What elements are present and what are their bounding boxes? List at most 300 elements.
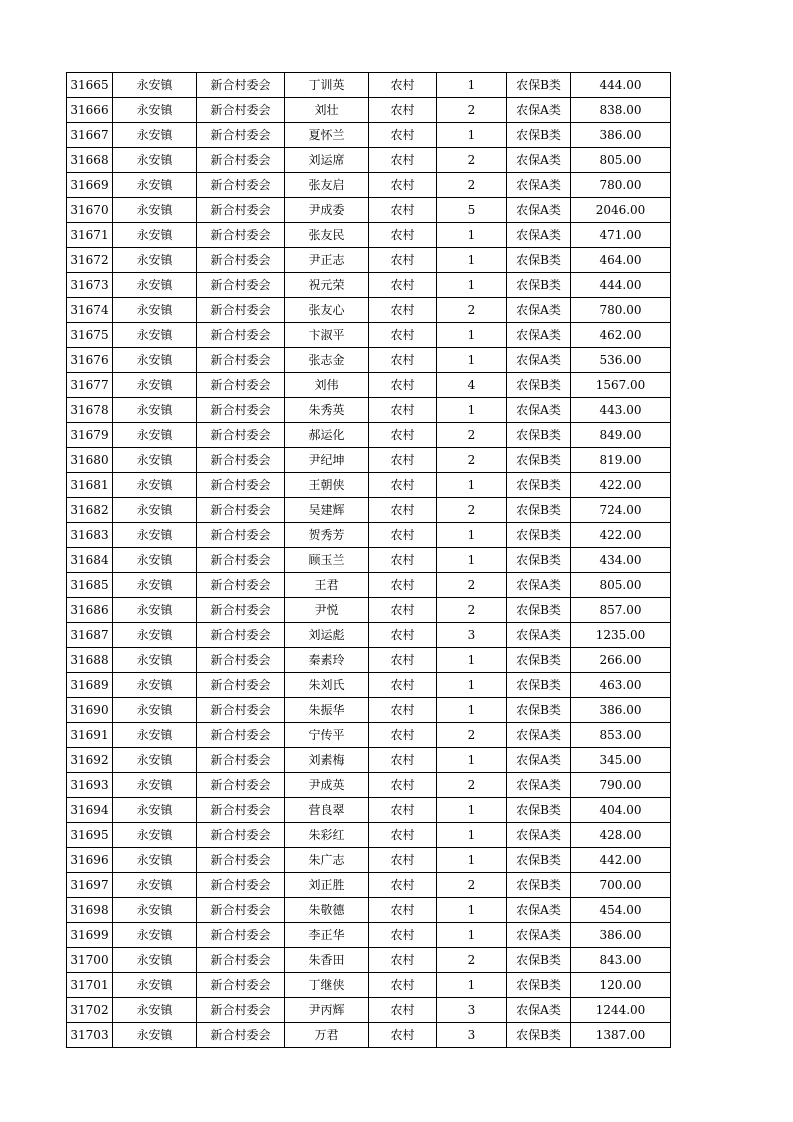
insurance-category-cell: 农保B类 <box>507 973 571 998</box>
insurance-category-cell: 农保A类 <box>507 323 571 348</box>
table-body <box>67 73 671 1048</box>
table-row <box>67 498 671 523</box>
village-committee-cell: 新合村委会 <box>197 448 285 473</box>
town-cell: 永安镇 <box>113 598 197 623</box>
town-cell: 永安镇 <box>113 473 197 498</box>
insurance-category-cell: 农保A类 <box>507 198 571 223</box>
insurance-category-cell: 农保B类 <box>507 948 571 973</box>
insurance-category-cell: 农保B类 <box>507 423 571 448</box>
insurance-category-cell: 农保B类 <box>507 673 571 698</box>
table-row <box>67 798 671 823</box>
area-type-cell: 农村 <box>369 423 437 448</box>
name-cell: 丁继侠 <box>285 973 369 998</box>
village-committee-cell: 新合村委会 <box>197 673 285 698</box>
name-cell: 万君 <box>285 1023 369 1048</box>
household-count-cell: 1 <box>437 823 507 848</box>
table-row <box>67 273 671 298</box>
amount-cell: 780.00 <box>571 298 671 323</box>
amount-cell: 700.00 <box>571 873 671 898</box>
village-committee-cell: 新合村委会 <box>197 423 285 448</box>
name-cell: 秦素玲 <box>285 648 369 673</box>
household-count-cell: 3 <box>437 1023 507 1048</box>
serial-number-cell: 31698 <box>67 898 113 923</box>
name-cell: 朱敬德 <box>285 898 369 923</box>
amount-cell: 471.00 <box>571 223 671 248</box>
village-committee-cell: 新合村委会 <box>197 98 285 123</box>
serial-number-cell: 31681 <box>67 473 113 498</box>
name-cell: 宁传平 <box>285 723 369 748</box>
table-row <box>67 848 671 873</box>
insurance-category-cell: 农保B类 <box>507 248 571 273</box>
name-cell: 刘伟 <box>285 373 369 398</box>
household-count-cell: 2 <box>437 98 507 123</box>
serial-number-cell: 31688 <box>67 648 113 673</box>
name-cell: 张志金 <box>285 348 369 373</box>
household-count-cell: 2 <box>437 598 507 623</box>
town-cell: 永安镇 <box>113 673 197 698</box>
table-row <box>67 298 671 323</box>
village-committee-cell: 新合村委会 <box>197 523 285 548</box>
table-row <box>67 198 671 223</box>
amount-cell: 386.00 <box>571 923 671 948</box>
name-cell: 朱香田 <box>285 948 369 973</box>
household-count-cell: 1 <box>437 323 507 348</box>
serial-number-cell: 31671 <box>67 223 113 248</box>
serial-number-cell: 31691 <box>67 723 113 748</box>
insurance-category-cell: 农保A类 <box>507 573 571 598</box>
village-committee-cell: 新合村委会 <box>197 348 285 373</box>
insurance-category-cell: 农保A类 <box>507 348 571 373</box>
household-count-cell: 2 <box>437 298 507 323</box>
village-committee-cell: 新合村委会 <box>197 948 285 973</box>
table-row <box>67 248 671 273</box>
table-row <box>67 898 671 923</box>
amount-cell: 805.00 <box>571 573 671 598</box>
town-cell: 永安镇 <box>113 848 197 873</box>
village-committee-cell: 新合村委会 <box>197 173 285 198</box>
area-type-cell: 农村 <box>369 373 437 398</box>
area-type-cell: 农村 <box>369 1023 437 1048</box>
town-cell: 永安镇 <box>113 898 197 923</box>
amount-cell: 819.00 <box>571 448 671 473</box>
town-cell: 永安镇 <box>113 573 197 598</box>
town-cell: 永安镇 <box>113 148 197 173</box>
amount-cell: 422.00 <box>571 523 671 548</box>
serial-number-cell: 31692 <box>67 748 113 773</box>
table-row <box>67 548 671 573</box>
name-cell: 郝运化 <box>285 423 369 448</box>
household-count-cell: 1 <box>437 898 507 923</box>
area-type-cell: 农村 <box>369 848 437 873</box>
data-table <box>66 72 671 1048</box>
table-row <box>67 123 671 148</box>
village-committee-cell: 新合村委会 <box>197 873 285 898</box>
town-cell: 永安镇 <box>113 998 197 1023</box>
area-type-cell: 农村 <box>369 73 437 98</box>
household-count-cell: 1 <box>437 748 507 773</box>
household-count-cell: 1 <box>437 923 507 948</box>
insurance-category-cell: 农保B类 <box>507 123 571 148</box>
table-row <box>67 173 671 198</box>
amount-cell: 790.00 <box>571 773 671 798</box>
name-cell: 刘运席 <box>285 148 369 173</box>
amount-cell: 463.00 <box>571 673 671 698</box>
town-cell: 永安镇 <box>113 198 197 223</box>
area-type-cell: 农村 <box>369 898 437 923</box>
town-cell: 永安镇 <box>113 1023 197 1048</box>
amount-cell: 444.00 <box>571 73 671 98</box>
village-committee-cell: 新合村委会 <box>197 223 285 248</box>
insurance-category-cell: 农保B类 <box>507 498 571 523</box>
village-committee-cell: 新合村委会 <box>197 373 285 398</box>
name-cell: 朱彩红 <box>285 823 369 848</box>
town-cell: 永安镇 <box>113 973 197 998</box>
amount-cell: 386.00 <box>571 123 671 148</box>
amount-cell: 434.00 <box>571 548 671 573</box>
table-row <box>67 573 671 598</box>
serial-number-cell: 31683 <box>67 523 113 548</box>
area-type-cell: 农村 <box>369 798 437 823</box>
name-cell: 贺秀芳 <box>285 523 369 548</box>
household-count-cell: 1 <box>437 273 507 298</box>
town-cell: 永安镇 <box>113 323 197 348</box>
town-cell: 永安镇 <box>113 723 197 748</box>
village-committee-cell: 新合村委会 <box>197 298 285 323</box>
area-type-cell: 农村 <box>369 473 437 498</box>
area-type-cell: 农村 <box>369 573 437 598</box>
serial-number-cell: 31702 <box>67 998 113 1023</box>
name-cell: 尹成委 <box>285 198 369 223</box>
area-type-cell: 农村 <box>369 223 437 248</box>
serial-number-cell: 31675 <box>67 323 113 348</box>
village-committee-cell: 新合村委会 <box>197 198 285 223</box>
serial-number-cell: 31682 <box>67 498 113 523</box>
name-cell: 尹丙辉 <box>285 998 369 1023</box>
amount-cell: 422.00 <box>571 473 671 498</box>
table-row <box>67 323 671 348</box>
town-cell: 永安镇 <box>113 648 197 673</box>
town-cell: 永安镇 <box>113 773 197 798</box>
village-committee-cell: 新合村委会 <box>197 273 285 298</box>
household-count-cell: 1 <box>437 973 507 998</box>
village-committee-cell: 新合村委会 <box>197 323 285 348</box>
household-count-cell: 1 <box>437 673 507 698</box>
village-committee-cell: 新合村委会 <box>197 623 285 648</box>
name-cell: 刘正胜 <box>285 873 369 898</box>
table-row <box>67 148 671 173</box>
area-type-cell: 农村 <box>369 948 437 973</box>
area-type-cell: 农村 <box>369 148 437 173</box>
town-cell: 永安镇 <box>113 423 197 448</box>
name-cell: 尹悦 <box>285 598 369 623</box>
amount-cell: 849.00 <box>571 423 671 448</box>
household-count-cell: 1 <box>437 398 507 423</box>
name-cell: 尹成英 <box>285 773 369 798</box>
table-row <box>67 998 671 1023</box>
name-cell: 祝元荣 <box>285 273 369 298</box>
household-count-cell: 2 <box>437 773 507 798</box>
serial-number-cell: 31693 <box>67 773 113 798</box>
serial-number-cell: 31689 <box>67 673 113 698</box>
name-cell: 卞淑平 <box>285 323 369 348</box>
town-cell: 永安镇 <box>113 798 197 823</box>
table-row <box>67 948 671 973</box>
table-row <box>67 473 671 498</box>
serial-number-cell: 31676 <box>67 348 113 373</box>
amount-cell: 536.00 <box>571 348 671 373</box>
household-count-cell: 2 <box>437 148 507 173</box>
serial-number-cell: 31669 <box>67 173 113 198</box>
amount-cell: 805.00 <box>571 148 671 173</box>
amount-cell: 386.00 <box>571 698 671 723</box>
serial-number-cell: 31668 <box>67 148 113 173</box>
name-cell: 尹纪坤 <box>285 448 369 473</box>
area-type-cell: 农村 <box>369 973 437 998</box>
town-cell: 永安镇 <box>113 98 197 123</box>
town-cell: 永安镇 <box>113 123 197 148</box>
name-cell: 夏怀兰 <box>285 123 369 148</box>
insurance-category-cell: 农保B类 <box>507 448 571 473</box>
serial-number-cell: 31666 <box>67 98 113 123</box>
area-type-cell: 农村 <box>369 348 437 373</box>
name-cell: 刘素梅 <box>285 748 369 773</box>
village-committee-cell: 新合村委会 <box>197 798 285 823</box>
village-committee-cell: 新合村委会 <box>197 748 285 773</box>
village-committee-cell: 新合村委会 <box>197 248 285 273</box>
name-cell: 朱广志 <box>285 848 369 873</box>
town-cell: 永安镇 <box>113 823 197 848</box>
town-cell: 永安镇 <box>113 73 197 98</box>
insurance-category-cell: 农保A类 <box>507 398 571 423</box>
area-type-cell: 农村 <box>369 248 437 273</box>
insurance-category-cell: 农保A类 <box>507 98 571 123</box>
insurance-category-cell: 农保B类 <box>507 1023 571 1048</box>
area-type-cell: 农村 <box>369 698 437 723</box>
table-row <box>67 448 671 473</box>
name-cell: 刘运彪 <box>285 623 369 648</box>
name-cell: 李正华 <box>285 923 369 948</box>
serial-number-cell: 31684 <box>67 548 113 573</box>
household-count-cell: 3 <box>437 623 507 648</box>
table-row <box>67 73 671 98</box>
household-count-cell: 2 <box>437 948 507 973</box>
area-type-cell: 农村 <box>369 598 437 623</box>
town-cell: 永安镇 <box>113 373 197 398</box>
town-cell: 永安镇 <box>113 523 197 548</box>
amount-cell: 464.00 <box>571 248 671 273</box>
household-count-cell: 3 <box>437 998 507 1023</box>
household-count-cell: 1 <box>437 523 507 548</box>
amount-cell: 266.00 <box>571 648 671 673</box>
household-count-cell: 2 <box>437 723 507 748</box>
amount-cell: 780.00 <box>571 173 671 198</box>
household-count-cell: 1 <box>437 73 507 98</box>
village-committee-cell: 新合村委会 <box>197 598 285 623</box>
table-row <box>67 773 671 798</box>
amount-cell: 1244.00 <box>571 998 671 1023</box>
household-count-cell: 2 <box>437 573 507 598</box>
serial-number-cell: 31690 <box>67 698 113 723</box>
area-type-cell: 农村 <box>369 498 437 523</box>
insurance-category-cell: 农保A类 <box>507 898 571 923</box>
village-committee-cell: 新合村委会 <box>197 1023 285 1048</box>
household-count-cell: 1 <box>437 798 507 823</box>
household-count-cell: 2 <box>437 423 507 448</box>
amount-cell: 853.00 <box>571 723 671 748</box>
serial-number-cell: 31700 <box>67 948 113 973</box>
household-count-cell: 2 <box>437 448 507 473</box>
area-type-cell: 农村 <box>369 998 437 1023</box>
insurance-category-cell: 农保B类 <box>507 523 571 548</box>
table-row <box>67 373 671 398</box>
town-cell: 永安镇 <box>113 298 197 323</box>
name-cell: 王朝侠 <box>285 473 369 498</box>
village-committee-cell: 新合村委会 <box>197 923 285 948</box>
village-committee-cell: 新合村委会 <box>197 848 285 873</box>
table-row <box>67 973 671 998</box>
name-cell: 朱刘氏 <box>285 673 369 698</box>
household-count-cell: 1 <box>437 473 507 498</box>
serial-number-cell: 31673 <box>67 273 113 298</box>
area-type-cell: 农村 <box>369 123 437 148</box>
serial-number-cell: 31677 <box>67 373 113 398</box>
name-cell: 顾玉兰 <box>285 548 369 573</box>
village-committee-cell: 新合村委会 <box>197 498 285 523</box>
town-cell: 永安镇 <box>113 498 197 523</box>
table-row <box>67 873 671 898</box>
insurance-category-cell: 农保A类 <box>507 173 571 198</box>
name-cell: 营良翠 <box>285 798 369 823</box>
village-committee-cell: 新合村委会 <box>197 898 285 923</box>
insurance-category-cell: 农保B类 <box>507 848 571 873</box>
serial-number-cell: 31674 <box>67 298 113 323</box>
area-type-cell: 农村 <box>369 173 437 198</box>
insurance-category-cell: 农保A类 <box>507 148 571 173</box>
table-row <box>67 523 671 548</box>
area-type-cell: 农村 <box>369 273 437 298</box>
household-count-cell: 5 <box>437 198 507 223</box>
village-committee-cell: 新合村委会 <box>197 148 285 173</box>
town-cell: 永安镇 <box>113 173 197 198</box>
amount-cell: 444.00 <box>571 273 671 298</box>
table-row <box>67 398 671 423</box>
insurance-category-cell: 农保B类 <box>507 473 571 498</box>
town-cell: 永安镇 <box>113 273 197 298</box>
table-row <box>67 748 671 773</box>
table-row <box>67 598 671 623</box>
area-type-cell: 农村 <box>369 748 437 773</box>
household-count-cell: 2 <box>437 873 507 898</box>
area-type-cell: 农村 <box>369 873 437 898</box>
village-committee-cell: 新合村委会 <box>197 973 285 998</box>
amount-cell: 442.00 <box>571 848 671 873</box>
serial-number-cell: 31699 <box>67 923 113 948</box>
serial-number-cell: 31672 <box>67 248 113 273</box>
insurance-category-cell: 农保A类 <box>507 923 571 948</box>
area-type-cell: 农村 <box>369 323 437 348</box>
amount-cell: 1387.00 <box>571 1023 671 1048</box>
village-committee-cell: 新合村委会 <box>197 123 285 148</box>
village-committee-cell: 新合村委会 <box>197 548 285 573</box>
amount-cell: 1567.00 <box>571 373 671 398</box>
area-type-cell: 农村 <box>369 98 437 123</box>
area-type-cell: 农村 <box>369 398 437 423</box>
serial-number-cell: 31701 <box>67 973 113 998</box>
table-row <box>67 723 671 748</box>
town-cell: 永安镇 <box>113 348 197 373</box>
area-type-cell: 农村 <box>369 298 437 323</box>
name-cell: 刘壮 <box>285 98 369 123</box>
village-committee-cell: 新合村委会 <box>197 73 285 98</box>
household-count-cell: 1 <box>437 248 507 273</box>
serial-number-cell: 31670 <box>67 198 113 223</box>
insurance-category-cell: 农保A类 <box>507 823 571 848</box>
insurance-category-cell: 农保B类 <box>507 798 571 823</box>
table-row <box>67 648 671 673</box>
insurance-category-cell: 农保B类 <box>507 598 571 623</box>
amount-cell: 843.00 <box>571 948 671 973</box>
village-committee-cell: 新合村委会 <box>197 698 285 723</box>
insurance-category-cell: 农保A类 <box>507 998 571 1023</box>
serial-number-cell: 31695 <box>67 823 113 848</box>
area-type-cell: 农村 <box>369 523 437 548</box>
household-count-cell: 4 <box>437 373 507 398</box>
household-count-cell: 2 <box>437 498 507 523</box>
insurance-category-cell: 农保B类 <box>507 73 571 98</box>
name-cell: 朱秀英 <box>285 398 369 423</box>
household-count-cell: 1 <box>437 548 507 573</box>
town-cell: 永安镇 <box>113 923 197 948</box>
area-type-cell: 农村 <box>369 198 437 223</box>
name-cell: 张友启 <box>285 173 369 198</box>
area-type-cell: 农村 <box>369 923 437 948</box>
amount-cell: 2046.00 <box>571 198 671 223</box>
serial-number-cell: 31680 <box>67 448 113 473</box>
table-row <box>67 623 671 648</box>
town-cell: 永安镇 <box>113 873 197 898</box>
area-type-cell: 农村 <box>369 648 437 673</box>
serial-number-cell: 31665 <box>67 73 113 98</box>
name-cell: 张友民 <box>285 223 369 248</box>
serial-number-cell: 31697 <box>67 873 113 898</box>
area-type-cell: 农村 <box>369 823 437 848</box>
insurance-category-cell: 农保A类 <box>507 298 571 323</box>
insurance-category-cell: 农保B类 <box>507 698 571 723</box>
serial-number-cell: 31703 <box>67 1023 113 1048</box>
town-cell: 永安镇 <box>113 398 197 423</box>
serial-number-cell: 31678 <box>67 398 113 423</box>
town-cell: 永安镇 <box>113 548 197 573</box>
village-committee-cell: 新合村委会 <box>197 723 285 748</box>
village-committee-cell: 新合村委会 <box>197 398 285 423</box>
serial-number-cell: 31686 <box>67 598 113 623</box>
town-cell: 永安镇 <box>113 698 197 723</box>
insurance-category-cell: 农保B类 <box>507 873 571 898</box>
area-type-cell: 农村 <box>369 548 437 573</box>
area-type-cell: 农村 <box>369 773 437 798</box>
amount-cell: 857.00 <box>571 598 671 623</box>
amount-cell: 404.00 <box>571 798 671 823</box>
name-cell: 丁训英 <box>285 73 369 98</box>
area-type-cell: 农村 <box>369 723 437 748</box>
village-committee-cell: 新合村委会 <box>197 773 285 798</box>
insurance-category-cell: 农保B类 <box>507 273 571 298</box>
amount-cell: 454.00 <box>571 898 671 923</box>
area-type-cell: 农村 <box>369 448 437 473</box>
table-row <box>67 348 671 373</box>
table-row <box>67 98 671 123</box>
village-committee-cell: 新合村委会 <box>197 823 285 848</box>
